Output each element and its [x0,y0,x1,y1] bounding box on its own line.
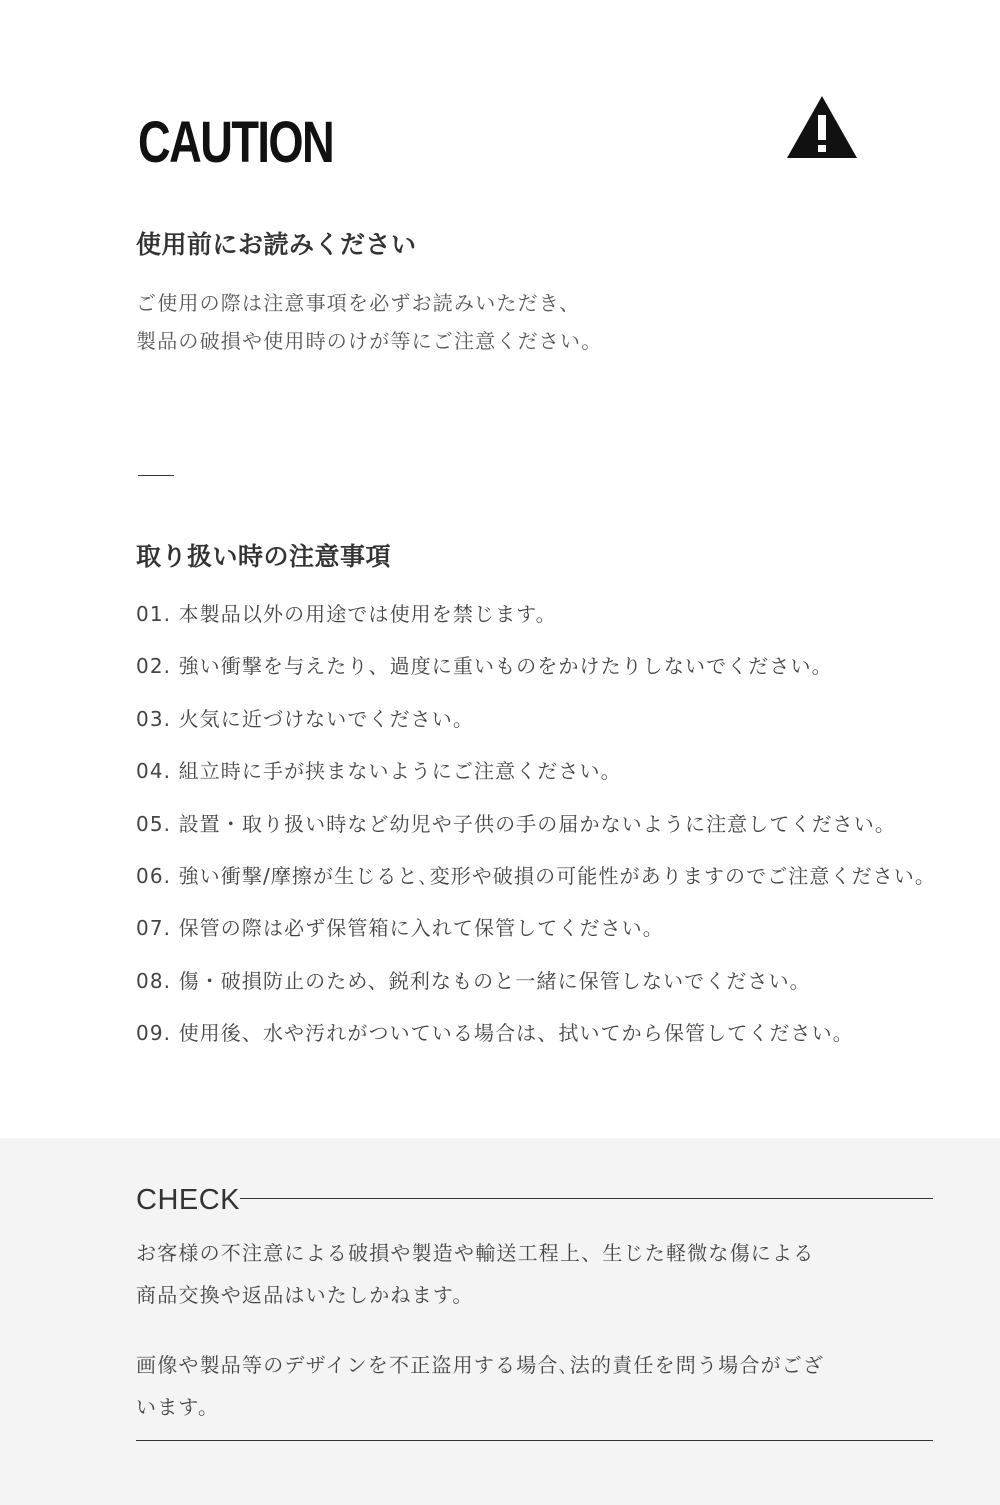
warning-triangle-icon [786,95,858,159]
list-item: 05. 設置・取り扱い時など幼児や子供の手の届かないように注意してください。 [136,811,896,836]
check-title: CHECK [136,1184,241,1216]
handling-notes-list [136,593,936,1065]
handling-heading: 取り扱い時の注意事項 [136,542,392,571]
check-bottom-rule [136,1440,933,1441]
list-item: 09. 使用後、水や汚れがついている場合は、拭いてから保管してください。 [136,1021,854,1046]
list-item: 03. 火気に近づけないでください。 [136,706,474,731]
check-line: います。 [136,1395,220,1419]
check-line: 画像や製品等のデザインを不正盗用する場合､法的責任を問う場合がござ [136,1353,825,1377]
intro-heading: 使用前にお読みください [136,230,417,259]
check-line: お客様の不注意による破損や製造や輸送工程上、生じた軽微な傷による [136,1241,815,1265]
intro-line: 製品の破損や使用時のけが等にご注意ください。 [136,329,603,353]
list-item: 02. 強い衝撃を与えたり、過度に重いものをかけたりしないでください。 [136,654,833,679]
list-item: 01. 本製品以外の用途では使用を禁じます。 [136,602,557,626]
caution-title: CAUTION [138,110,334,175]
check-line: 商品交換や返品はいたしかねます。 [136,1283,474,1307]
section-divider [138,475,174,476]
intro-text [136,284,602,360]
list-item: 06. 強い衝撃/摩擦が生じると､変形や破損の可能性がありますのでご注意ください。 [136,863,937,888]
list-item: 07. 保管の際は必ず保管箱に入れて保管してください。 [136,916,664,941]
list-item: 04. 組立時に手が挟まないようにご注意ください。 [136,759,622,784]
intro-line: ご使用の際は注意事項を必ずお読みいただき、 [136,291,581,315]
check-title-rule [240,1198,933,1199]
check-paragraph-2 [136,1344,824,1428]
list-item: 08. 傷・破損防止のため、鋭利なものと一緒に保管しないでください。 [136,968,811,993]
check-paragraph-1 [136,1232,814,1316]
